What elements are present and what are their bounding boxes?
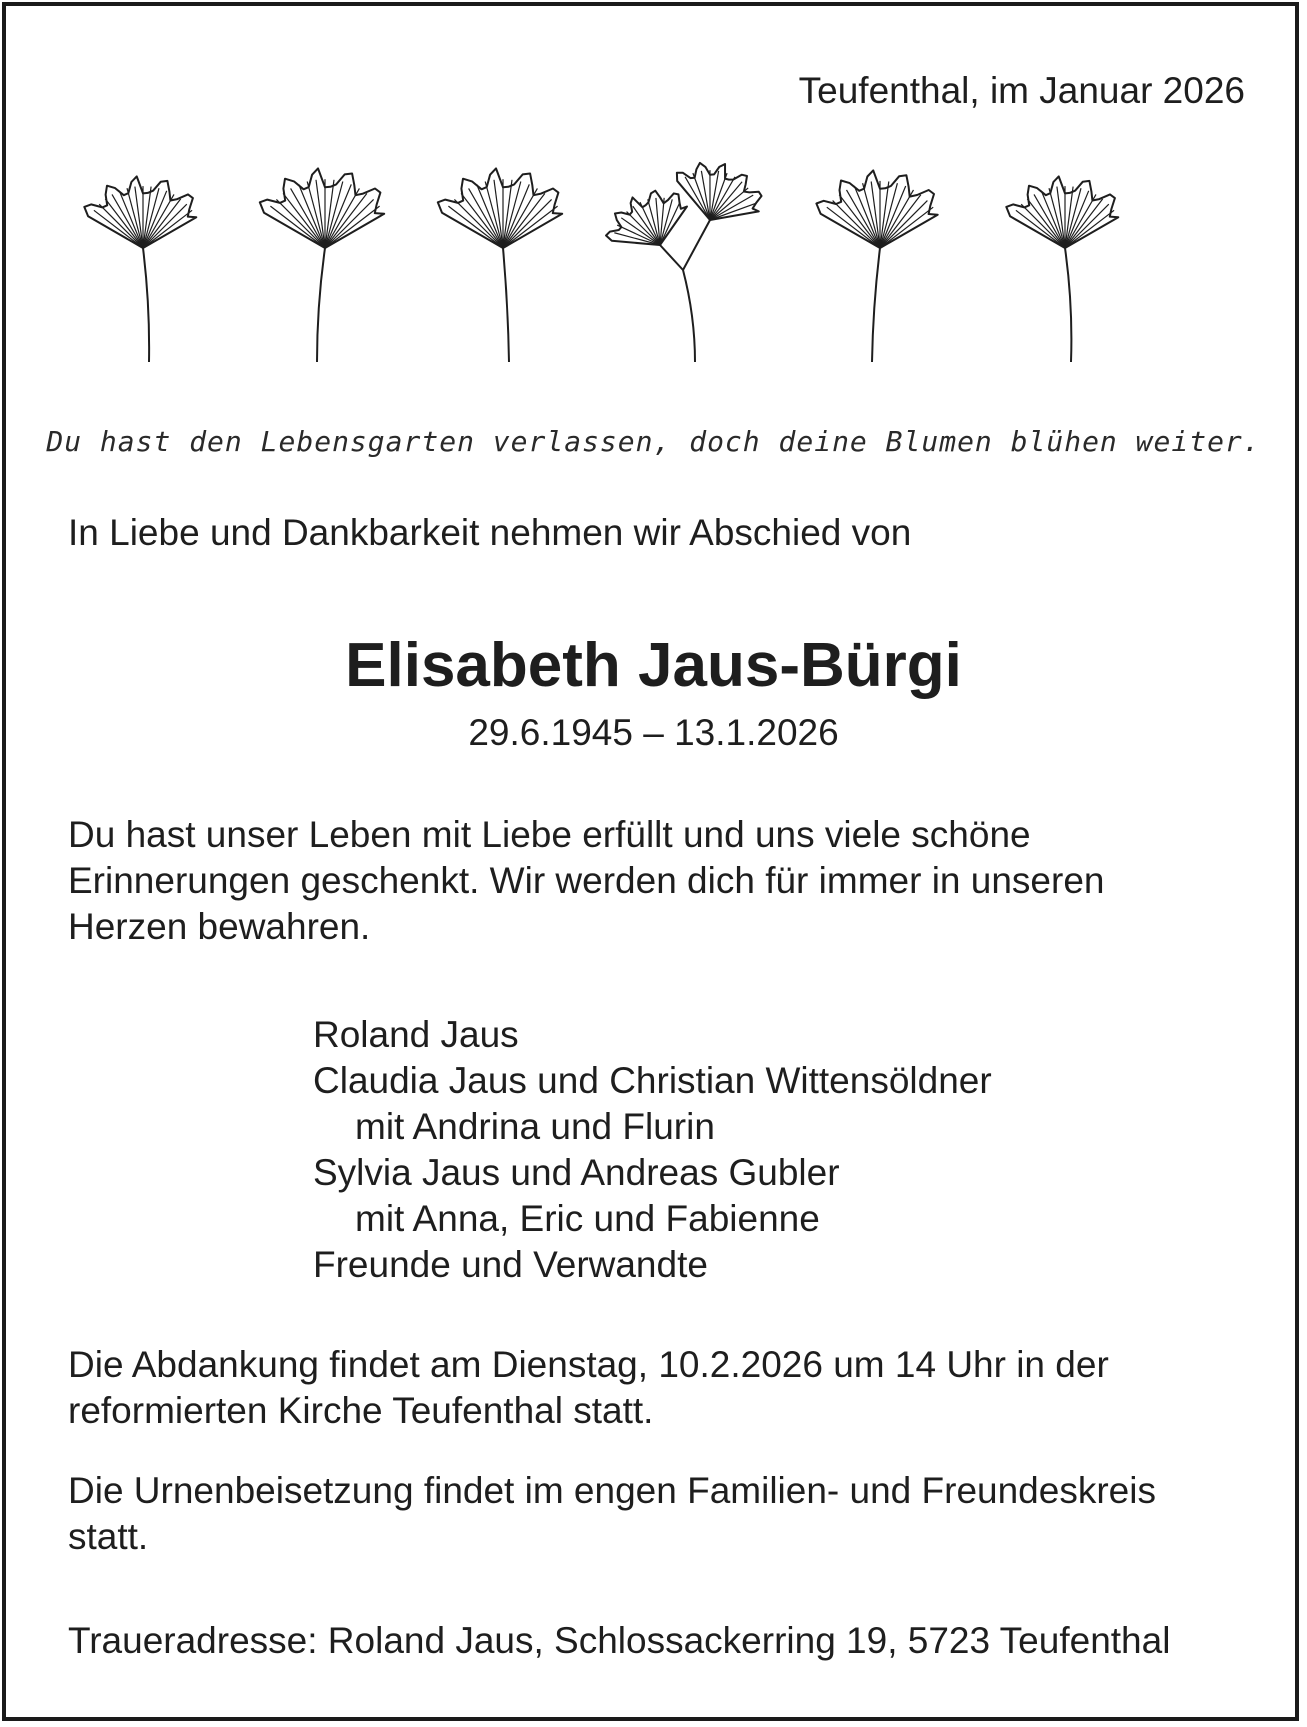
place-date: Teufenthal, im Januar 2026 [798,70,1245,111]
life-dates: 29.6.1945 – 13.1.2026 [468,712,839,753]
ceremony-line: Die Abdankung findet am Dienstag, 10.2.2026 um 14 Uhr in der [68,1344,1109,1385]
ginkgo-leaf-icon [596,150,770,264]
mourning-address: Traueradresse: Roland Jaus, Schlossackerring 19, 5723 Teufenthal [68,1620,1171,1661]
ginkgo-leaf-icon [260,168,384,248]
burial-paragraph [68,1468,1156,1560]
ginkgo-leaf-icon [84,176,196,248]
ginkgo-leaf-icon [1006,176,1118,248]
message-line: Erinnerungen geschenkt. Wir werden dich für immer in unseren [68,860,1105,901]
ginkgo-leaf-icon [816,170,937,248]
ginkgo-leaf-icon [438,168,562,248]
mourners-list [313,1012,992,1288]
mourner-entry: Freunde und Verwandte [313,1244,708,1285]
deceased-name: Elisabeth Jaus-Bürgi [345,631,962,700]
ceremony-paragraph [68,1342,1109,1434]
ginkgo-leaves-illustration [55,150,1265,405]
ceremony-line: reformierten Kirche Teufenthal statt. [68,1390,654,1431]
mourner-children: mit Andrina und Flurin [355,1106,715,1147]
message-line: Du hast unser Leben mit Liebe erfüllt und uns viele schöne [68,814,1031,855]
memorial-quote: Du hast den Lebensgarten verlassen, doch deine Blumen blühen weiter. [46,425,1261,458]
message-line: Herzen bewahren. [68,906,371,947]
mourner-entry: Claudia Jaus und Christian Wittensöldner [313,1060,992,1101]
message-paragraph [68,812,1105,950]
intro-line: In Liebe und Dankbarkeit nehmen wir Abschied von [68,512,912,553]
burial-line: statt. [68,1516,149,1557]
mourner-children: mit Anna, Eric und Fabienne [355,1198,820,1239]
mourner-entry: Roland Jaus [313,1014,519,1055]
burial-line: Die Urnenbeisetzung findet im engen Familien- und Freundeskreis [68,1470,1156,1511]
mourner-entry: Sylvia Jaus und Andreas Gubler [313,1152,840,1193]
